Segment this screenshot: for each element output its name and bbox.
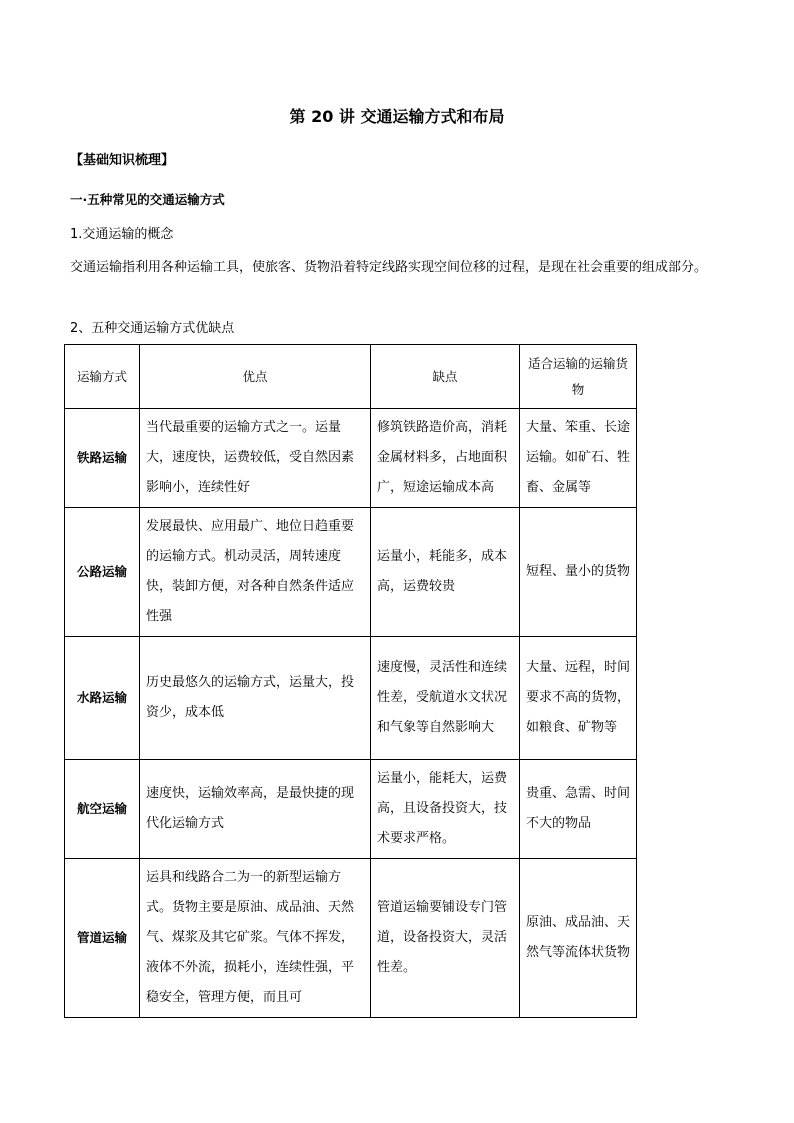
row-cargo: 大量、笨重、长途运输。如矿石、牲畜、金属等 (520, 409, 637, 508)
row-advantages: 速度快，运输效率高，是最快捷的现代化运输方式 (140, 760, 371, 859)
row-disadvantages: 修筑铁路造价高，消耗金属材料多，占地面积广，短途运输成本高 (371, 409, 520, 508)
row-advantages: 运具和线路合二为一的新型运输方式。货物主要是原油、成品油、天然气、煤浆及其它矿浆。气体不挥发，液体不外流，损耗小，连续性强，平稳安全，管理方便，而且可 (140, 859, 371, 1018)
row-cargo: 大量、远程，时间要求不高的货物，如粮食、矿物等 (520, 637, 637, 760)
row-mode: 航空运输 (65, 760, 140, 859)
row-cargo: 贵重、急需、时间不大的物品 (520, 760, 637, 859)
table-row (65, 637, 637, 760)
row-disadvantages: 运量小，耗能多，成本高，运费较贵 (371, 508, 520, 637)
header-cargo: 适合运输的运输货物 (520, 345, 637, 409)
table-header-row (65, 345, 637, 409)
header-mode: 运输方式 (65, 345, 140, 409)
compare-title: 2、五种交通运输方式优缺点 (70, 321, 235, 336)
transport-comparison-table (64, 344, 637, 1018)
header-disadvantages: 缺点 (371, 345, 520, 409)
row-mode: 铁路运输 (65, 409, 140, 508)
row-disadvantages: 速度慢，灵活性和连续性差，受航道水文状况和气象等自然影响大 (371, 637, 520, 760)
table-row (65, 409, 637, 508)
table-row (65, 859, 637, 1018)
row-cargo: 原油、成品油、天然气等流体状货物 (520, 859, 637, 1018)
table-row (65, 760, 637, 859)
section-label: 【基础知识梳理】 (70, 153, 175, 168)
row-disadvantages: 管道运输要铺设专门管道，设备投资大，灵活性差。 (371, 859, 520, 1018)
row-advantages: 发展最快、应用最广、地位日趋重要的运输方式。机动灵活，周转速度快，装卸方便，对各种自然条件适应性强 (140, 508, 371, 637)
concept-text: 交通运输指利用各种运输工具，使旅客、货物沿着特定线路实现空间位移的过程，是现在社会重要的组成部分。 (70, 260, 708, 275)
table-row (65, 508, 637, 637)
row-advantages: 当代最重要的运输方式之一。运量大，速度快，运费较低，受自然因素影响小，连续性好 (140, 409, 371, 508)
row-cargo: 短程、量小的货物 (520, 508, 637, 637)
row-disadvantages: 运量小，能耗大，运费高，且设备投资大，技术要求严格。 (371, 760, 520, 859)
concept-title: 1.交通运输的概念 (70, 227, 174, 242)
row-mode: 水路运输 (65, 637, 140, 760)
page-title: 第 20 讲 交通运输方式和布局 (289, 107, 505, 126)
row-advantages: 历史最悠久的运输方式，运量大，投资少，成本低 (140, 637, 371, 760)
header-advantages: 优点 (140, 345, 371, 409)
section-heading: 一·五种常见的交通运输方式 (70, 192, 225, 207)
row-mode: 公路运输 (65, 508, 140, 637)
row-mode: 管道运输 (65, 859, 140, 1018)
